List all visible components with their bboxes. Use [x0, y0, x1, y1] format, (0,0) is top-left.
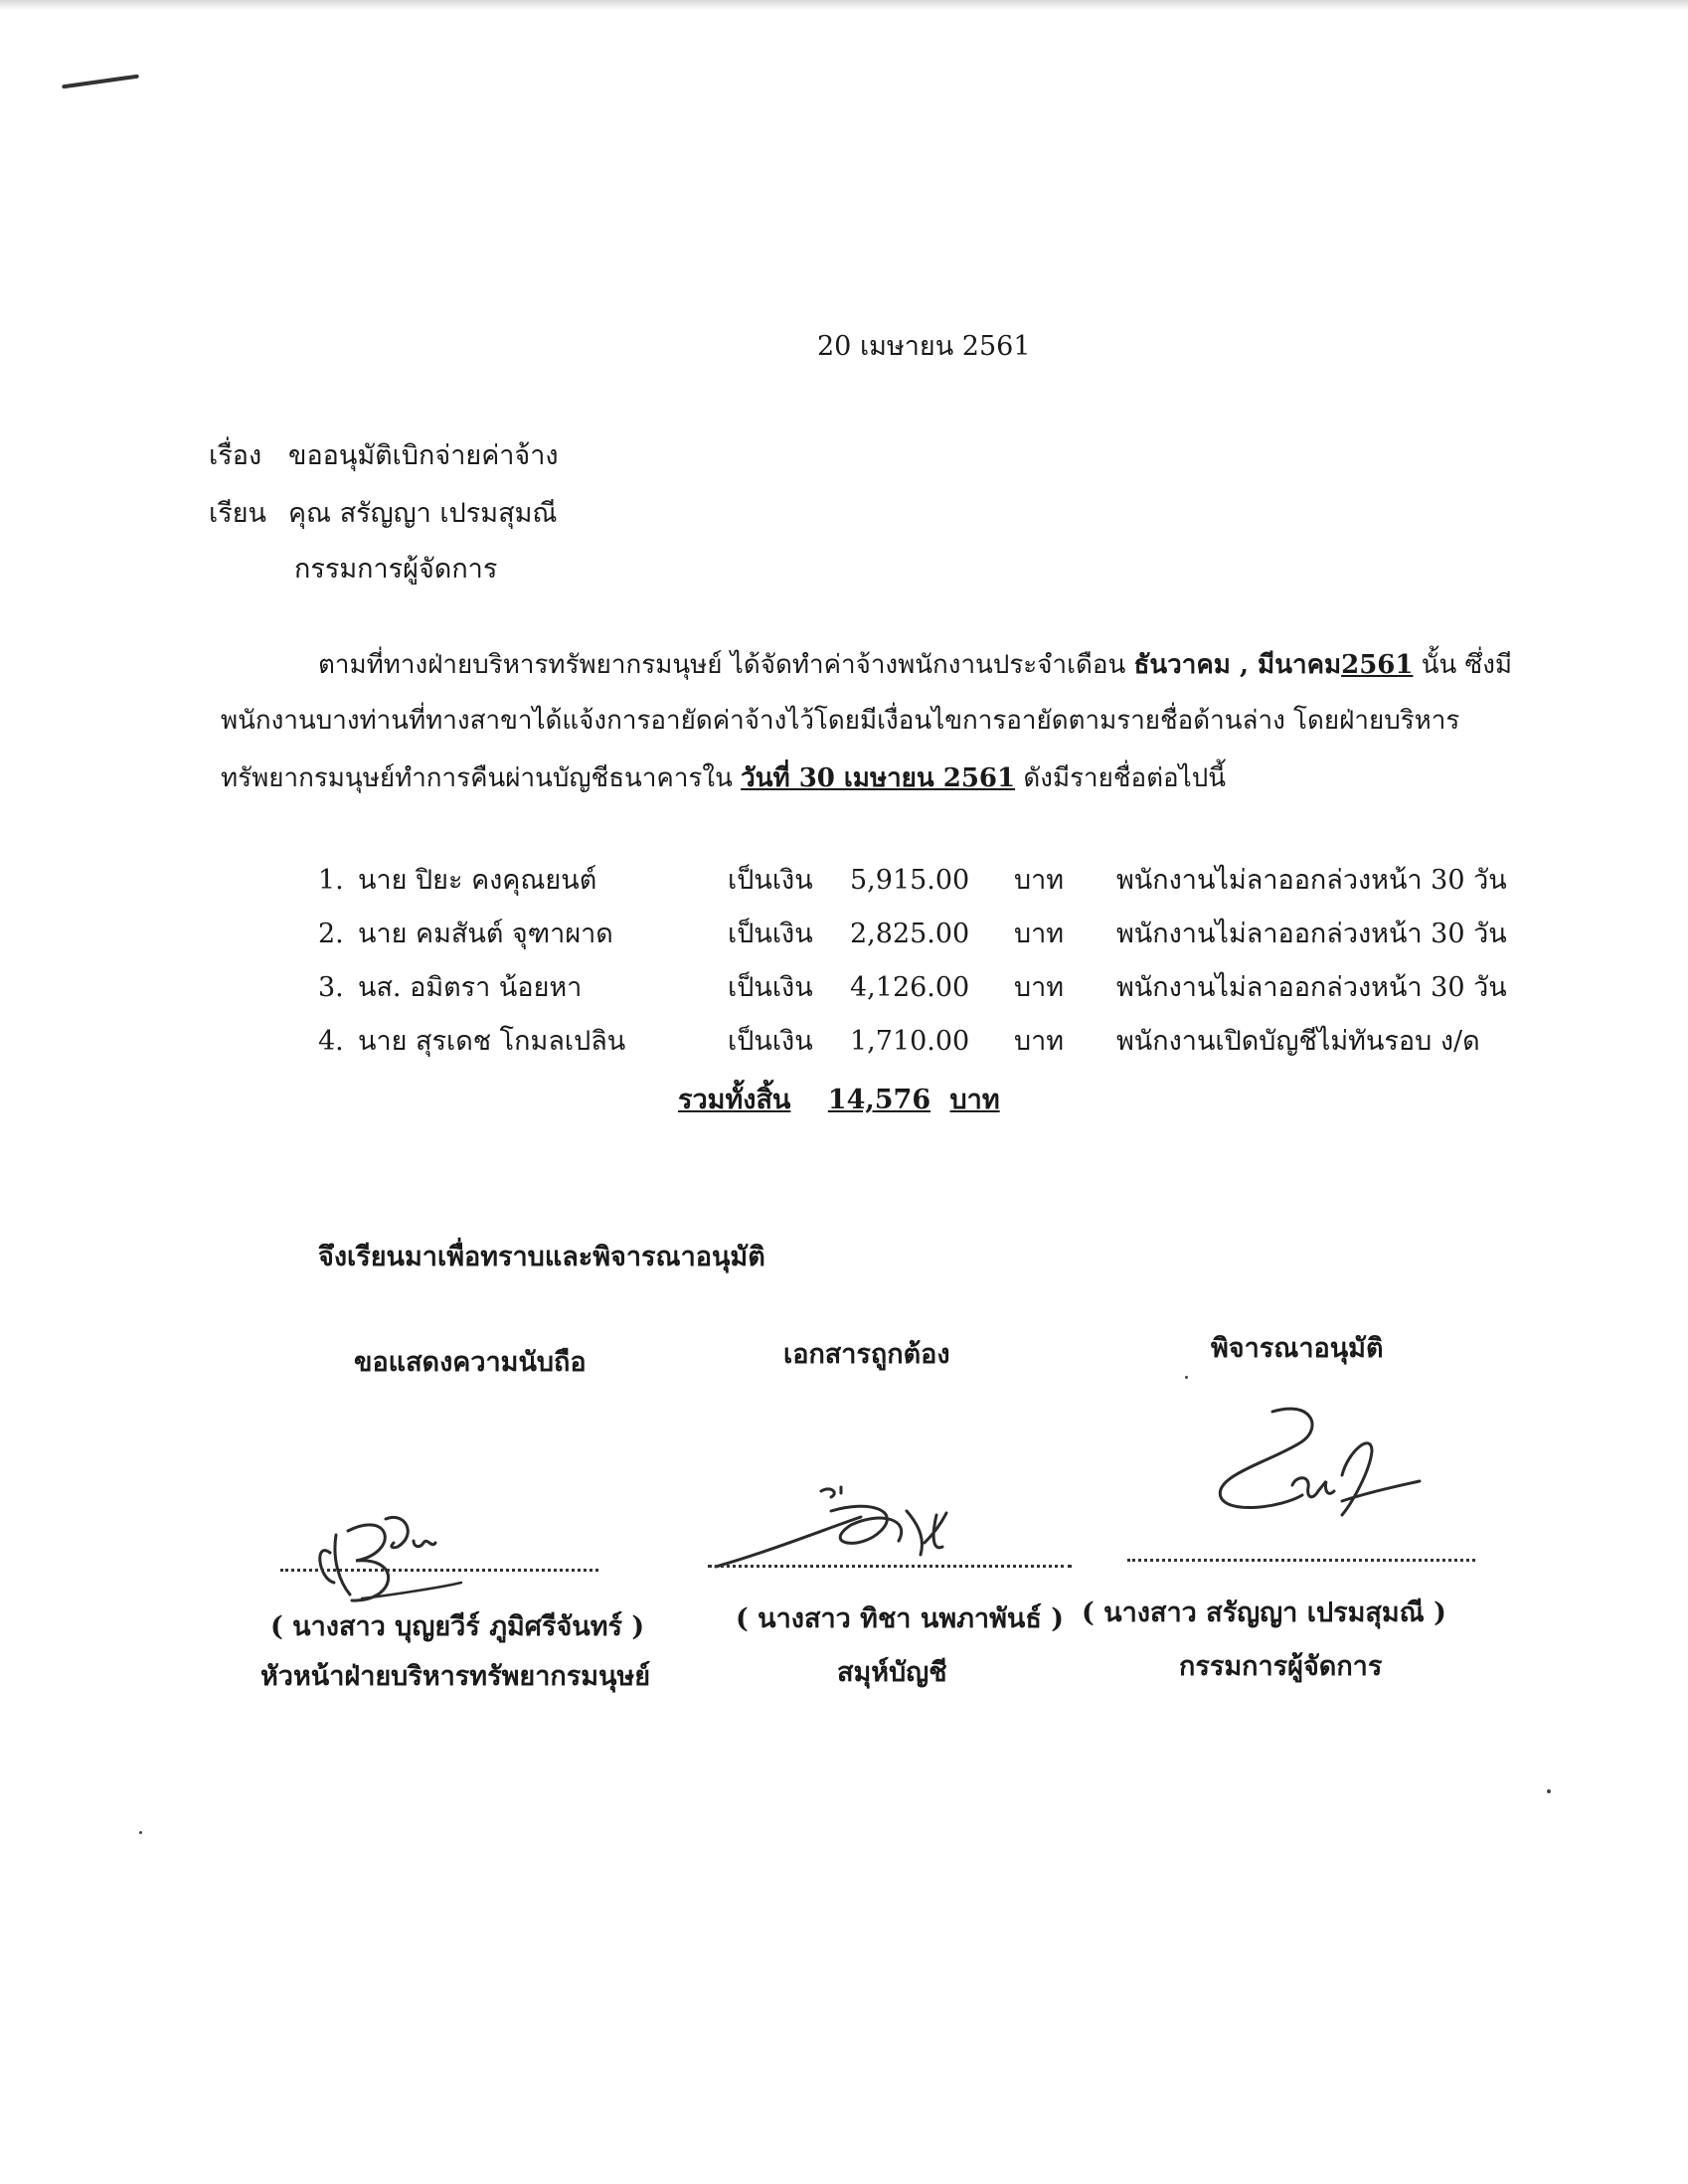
- item-name: นาย สุรเดช โกมลเปลิน: [358, 1026, 626, 1057]
- signer-name-hr: ( นางสาว บุญยวีร์ ภูมิศรีจันทร์ ): [270, 1611, 645, 1642]
- list-item: [318, 917, 1511, 956]
- body-line1-year: 2561: [1341, 650, 1414, 680]
- signer-name-md: ( นางสาว สรัญญา เปรมสุมณี ): [1082, 1597, 1446, 1628]
- signer-position-hr: หัวหน้าฝ่ายบริหารทรัพยากรมนุษย์: [260, 1661, 651, 1692]
- item-name: นส. อมิตรา น้อยหา: [358, 972, 583, 1003]
- signature-line-2: [708, 1565, 1072, 1568]
- scan-mark: [62, 75, 139, 89]
- total-row: [678, 1084, 1000, 1117]
- item-reason: พนักงานไม่ลาออกล่วงหน้า 30 วัน: [1116, 919, 1507, 949]
- subject-text: ขออนุมัติเบิกจ่ายค่าจ้าง: [288, 440, 559, 471]
- scan-top-edge: [0, 0, 1688, 10]
- scan-speck: [139, 1831, 142, 1834]
- body-line3-a: ทรัพยากรมนุษย์ทำการคืนผ่านบัญชีธนาคารใน: [221, 763, 733, 793]
- item-amount-label: เป็นเงิน: [728, 919, 813, 949]
- to-label: เรียน: [209, 498, 267, 529]
- item-name: นาย คมสันต์ จุฑาผาด: [358, 919, 613, 949]
- signer-name-accounting: ( นางสาว ทิชา นพภาพันธ์ ): [736, 1603, 1064, 1634]
- signature-1-icon: [296, 1491, 465, 1610]
- list-item: [318, 863, 1511, 903]
- item-amount-label: เป็นเงิน: [728, 865, 813, 896]
- closing-text: จึงเรียนมาเพื่อทราบและพิจารณาอนุมัติ: [318, 1242, 765, 1272]
- item-unit: บาท: [1014, 919, 1065, 949]
- item-no: 2.: [318, 919, 344, 949]
- letter-date: 20 เมษายน 2561: [817, 331, 1031, 362]
- body-line-3: [221, 761, 1226, 795]
- signature-caption-hr: ขอแสดงความนับถือ: [354, 1347, 587, 1378]
- subject-label: เรื่อง: [209, 440, 262, 471]
- item-amount: 1,710.00: [850, 1026, 970, 1057]
- item-no: 1.: [318, 865, 344, 896]
- signature-caption-accounting: เอกสารถูกต้อง: [783, 1339, 950, 1370]
- body-line1-b: นั้น ซึ่งมี: [1421, 650, 1513, 680]
- list-item: [318, 970, 1511, 1010]
- item-amount: 2,825.00: [850, 919, 970, 949]
- item-no: 4.: [318, 1026, 344, 1057]
- scan-speck: [1547, 1789, 1551, 1793]
- item-reason: พนักงานไม่ลาออกล่วงหน้า 30 วัน: [1116, 972, 1507, 1003]
- item-unit: บาท: [1014, 1026, 1065, 1057]
- signer-position-md: กรรมการผู้จัดการ: [1179, 1651, 1383, 1682]
- body-line1-months: ธันวาคม , มีนาคม: [1133, 650, 1342, 680]
- item-amount: 5,915.00: [850, 865, 970, 896]
- total-unit: บาท: [949, 1085, 1000, 1115]
- item-amount: 4,126.00: [850, 972, 970, 1003]
- item-name: นาย ปิยะ คงคุณยนต์: [358, 865, 597, 896]
- body-line3-date: วันที่ 30 เมษายน 2561: [741, 763, 1016, 793]
- signature-caption-md: พิจารณาอนุมัติ: [1211, 1333, 1384, 1364]
- body-line-1: [318, 648, 1512, 682]
- to-name: คุณ สรัญญา เปรมสุมณี: [288, 498, 558, 529]
- list-item: [318, 1024, 1511, 1064]
- item-unit: บาท: [1014, 972, 1065, 1003]
- to-title: กรรมการผู้จัดการ: [294, 554, 498, 585]
- item-reason: พนักงานไม่ลาออกล่วงหน้า 30 วัน: [1116, 865, 1507, 896]
- total-amount: 14,576: [827, 1085, 931, 1115]
- signer-position-accounting: สมุห์บัญชี: [837, 1657, 947, 1688]
- item-amount-label: เป็นเงิน: [728, 972, 813, 1003]
- item-unit: บาท: [1014, 865, 1065, 896]
- body-line-2: พนักงานบางท่านที่ทางสาขาได้แจ้งการอายัดค่าจ้างไว้โดยมีเงื่อนไขการอายัดตามรายชื่อด้านล่าง โดยฝ่ายบริหาร: [221, 706, 1460, 736]
- item-reason: พนักงานเปิดบัญชีไม่ทันรอบ ง/ด: [1116, 1026, 1480, 1057]
- item-no: 3.: [318, 972, 344, 1003]
- body-line1-a: ตามที่ทางฝ่ายบริหารทรัพยากรมนุษย์ ได้จัดทำค่าจ้างพนักงานประจำเดือน: [318, 650, 1126, 680]
- body-line3-b: ดังมีรายชื่อต่อไปนี้: [1023, 763, 1227, 793]
- item-amount-label: เป็นเงิน: [728, 1026, 813, 1057]
- signature-3-icon: [1193, 1392, 1432, 1531]
- total-label: รวมทั้งสิ้น: [678, 1085, 791, 1115]
- signature-line-1: [280, 1569, 598, 1572]
- signature-line-3: [1127, 1559, 1475, 1562]
- scan-speck: [1185, 1376, 1188, 1379]
